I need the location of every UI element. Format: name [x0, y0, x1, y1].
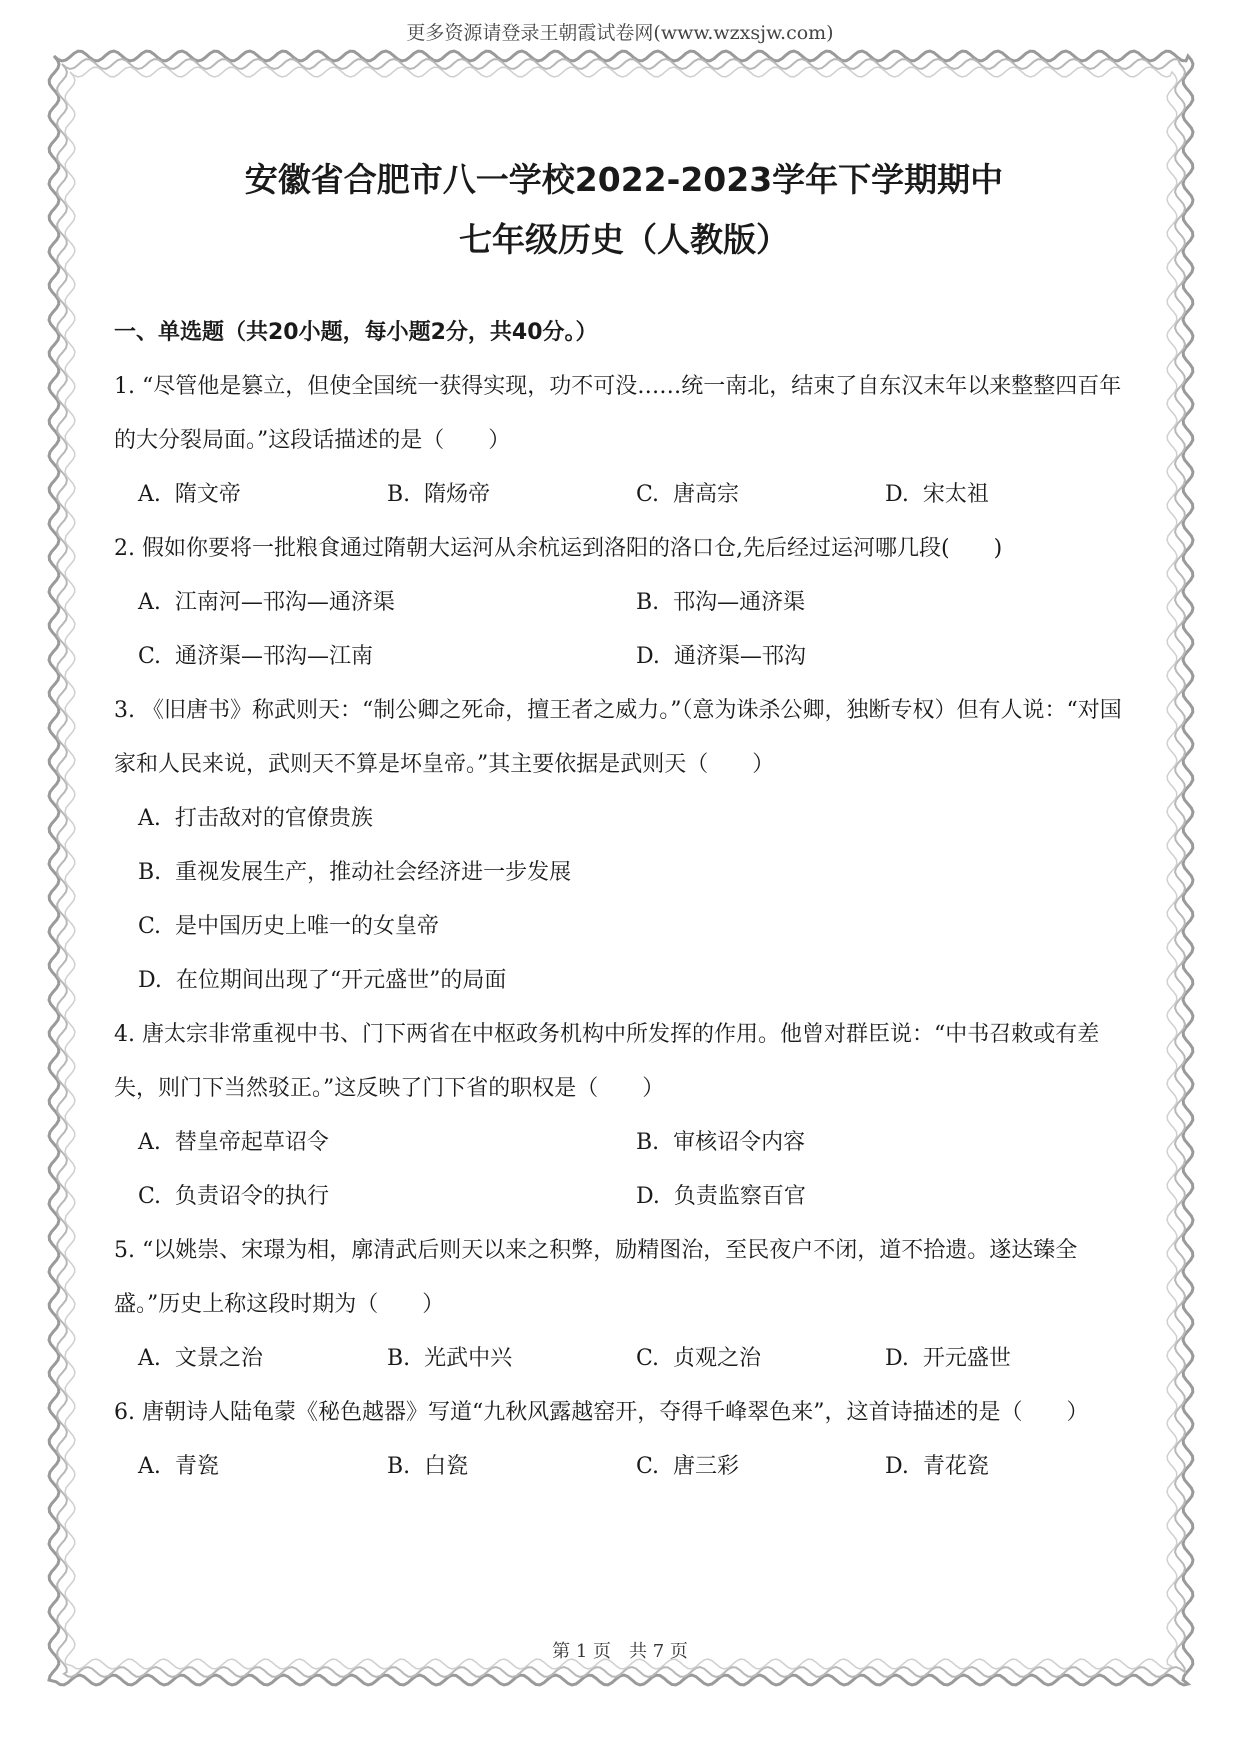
option-c [636, 468, 885, 522]
option-text: 邗沟—通济渠 [673, 590, 806, 615]
option-letter: A. [138, 1454, 161, 1479]
title-line-2: 七年级历史（人教版） [459, 220, 789, 259]
option-letter: B. [387, 1454, 411, 1479]
option-letter: D. [138, 968, 162, 993]
section-heading: 一、单选题（共20小题，每小题2分，共40分。） [114, 320, 598, 345]
option-text: 重视发展生产，推动社会经济进一步发展 [175, 860, 572, 885]
question-stem: 2. 假如你要将一批粮食通过隋朝大运河从余杭运到洛阳的洛口仓,先后经过运河哪几段( ) [114, 536, 1003, 561]
option-b [636, 1116, 1134, 1170]
option-text: 负责监察百官 [673, 1184, 806, 1209]
option-a [138, 1116, 636, 1170]
option-text: 光武中兴 [424, 1346, 513, 1371]
option-text: 通济渠—邗沟 [673, 644, 806, 669]
option-letter: A. [138, 1130, 161, 1155]
option-text: 贞观之治 [673, 1346, 762, 1371]
option-letter: A. [138, 482, 161, 507]
option-text: 白瓷 [424, 1454, 469, 1479]
option-text: 隋文帝 [174, 482, 241, 507]
question-4 [114, 1008, 1134, 1224]
option-letter: D. [885, 1346, 909, 1371]
option-a [138, 468, 387, 522]
option-text: 青瓷 [174, 1454, 219, 1479]
option-text: 隋炀帝 [424, 482, 491, 507]
option-d [636, 1170, 1134, 1224]
option-text: 打击敌对的官僚贵族 [174, 806, 373, 831]
option-letter: B. [387, 1346, 411, 1371]
question-stem: 1. “尽管他是篡立，但使全国统一获得实现，功不可没……统一南北，结束了自东汉末年以来整整四百年的大分裂局面。”这段话描述的是（ ） [114, 374, 1122, 453]
option-text: 宋太祖 [922, 482, 989, 507]
option-letter: B. [138, 860, 162, 885]
question-stem: 3. 《旧唐书》称武则天：“制公卿之死命，擅王者之威力。”（意为诛杀公卿，独断专权）但有人说：“对国家和人民来说，武则天不算是坏皇帝。”其主要依据是武则天（ ） [114, 698, 1122, 777]
option-list [114, 1440, 1134, 1494]
option-d [636, 630, 1134, 684]
option-list [114, 1116, 1134, 1224]
option-text: 青花瓷 [922, 1454, 989, 1479]
option-list [114, 468, 1134, 522]
option-c [636, 1440, 885, 1494]
option-text: 通济渠—邗沟—江南 [175, 644, 374, 669]
option-a [138, 792, 1134, 846]
option-letter: C. [636, 1454, 660, 1479]
option-letter: C. [138, 644, 162, 669]
title-line-1: 安徽省合肥市八一学校2022-2023学年下学期期中 [244, 160, 1004, 199]
option-b [387, 1440, 636, 1494]
watermark: 更多资源请登录王朝霞试卷网(www.wzxsjw.com) [406, 22, 834, 44]
option-c [138, 1170, 636, 1224]
option-text: 唐三彩 [673, 1454, 740, 1479]
option-c [138, 900, 1134, 954]
option-letter: D. [636, 644, 660, 669]
option-c [636, 1332, 885, 1386]
option-text: 文景之治 [174, 1346, 263, 1371]
option-b [636, 576, 1134, 630]
option-letter: C. [636, 1346, 660, 1371]
option-d [885, 1332, 1134, 1386]
exam-content [114, 150, 1134, 1494]
option-letter: D. [885, 1454, 909, 1479]
option-d [885, 1440, 1134, 1494]
page-footer: 第 1 页 共 7 页 [552, 1641, 688, 1662]
option-d [885, 468, 1134, 522]
question-3 [114, 684, 1134, 1008]
option-text: 唐高宗 [673, 482, 740, 507]
exam-title [114, 150, 1134, 270]
question-1 [114, 360, 1134, 522]
option-letter: B. [387, 482, 411, 507]
option-text: 江南河—邗沟—通济渠 [174, 590, 395, 615]
option-text: 开元盛世 [922, 1346, 1011, 1371]
question-stem: 5. “以姚崇、宋璟为相，廓清武后则天以来之积弊，励精图治，至民夜户不闭，道不拾遗。遂达臻全盛。”历史上称这段时期为（ ） [114, 1238, 1078, 1317]
option-letter: C. [636, 482, 660, 507]
option-text: 是中国历史上唯一的女皇帝 [175, 914, 440, 939]
question-2 [114, 522, 1134, 684]
option-b [387, 1332, 636, 1386]
option-text: 替皇帝起草诏令 [174, 1130, 329, 1155]
option-letter: C. [138, 914, 162, 939]
option-text: 审核诏令内容 [673, 1130, 806, 1155]
question-5 [114, 1224, 1134, 1386]
option-a [138, 1440, 387, 1494]
option-letter: B. [636, 1130, 660, 1155]
option-letter: A. [138, 806, 161, 831]
option-letter: C. [138, 1184, 162, 1209]
option-letter: A. [138, 1346, 161, 1371]
option-list [114, 1332, 1134, 1386]
option-letter: B. [636, 590, 660, 615]
option-a [138, 1332, 387, 1386]
question-6 [114, 1386, 1134, 1494]
option-b [138, 846, 1134, 900]
option-text: 负责诏令的执行 [175, 1184, 330, 1209]
option-a [138, 576, 636, 630]
option-letter: D. [636, 1184, 660, 1209]
option-text: 在位期间出现了“开元盛世”的局面 [175, 968, 507, 993]
question-stem: 4. 唐太宗非常重视中书、门下两省在中枢政务机构中所发挥的作用。他曾对群臣说：“中书召敕或有差失，则门下当然驳正。”这反映了门下省的职权是（ ） [114, 1022, 1100, 1101]
option-list [114, 792, 1134, 1008]
question-stem: 6. 唐朝诗人陆龟蒙《秘色越器》写道“九秋风露越窑开，夺得千峰翠色来”，这首诗描述的是（ ） [114, 1400, 1089, 1425]
option-letter: A. [138, 590, 161, 615]
option-b [387, 468, 636, 522]
option-d [138, 954, 1134, 1008]
option-letter: D. [885, 482, 909, 507]
option-list [114, 576, 1134, 684]
option-c [138, 630, 636, 684]
